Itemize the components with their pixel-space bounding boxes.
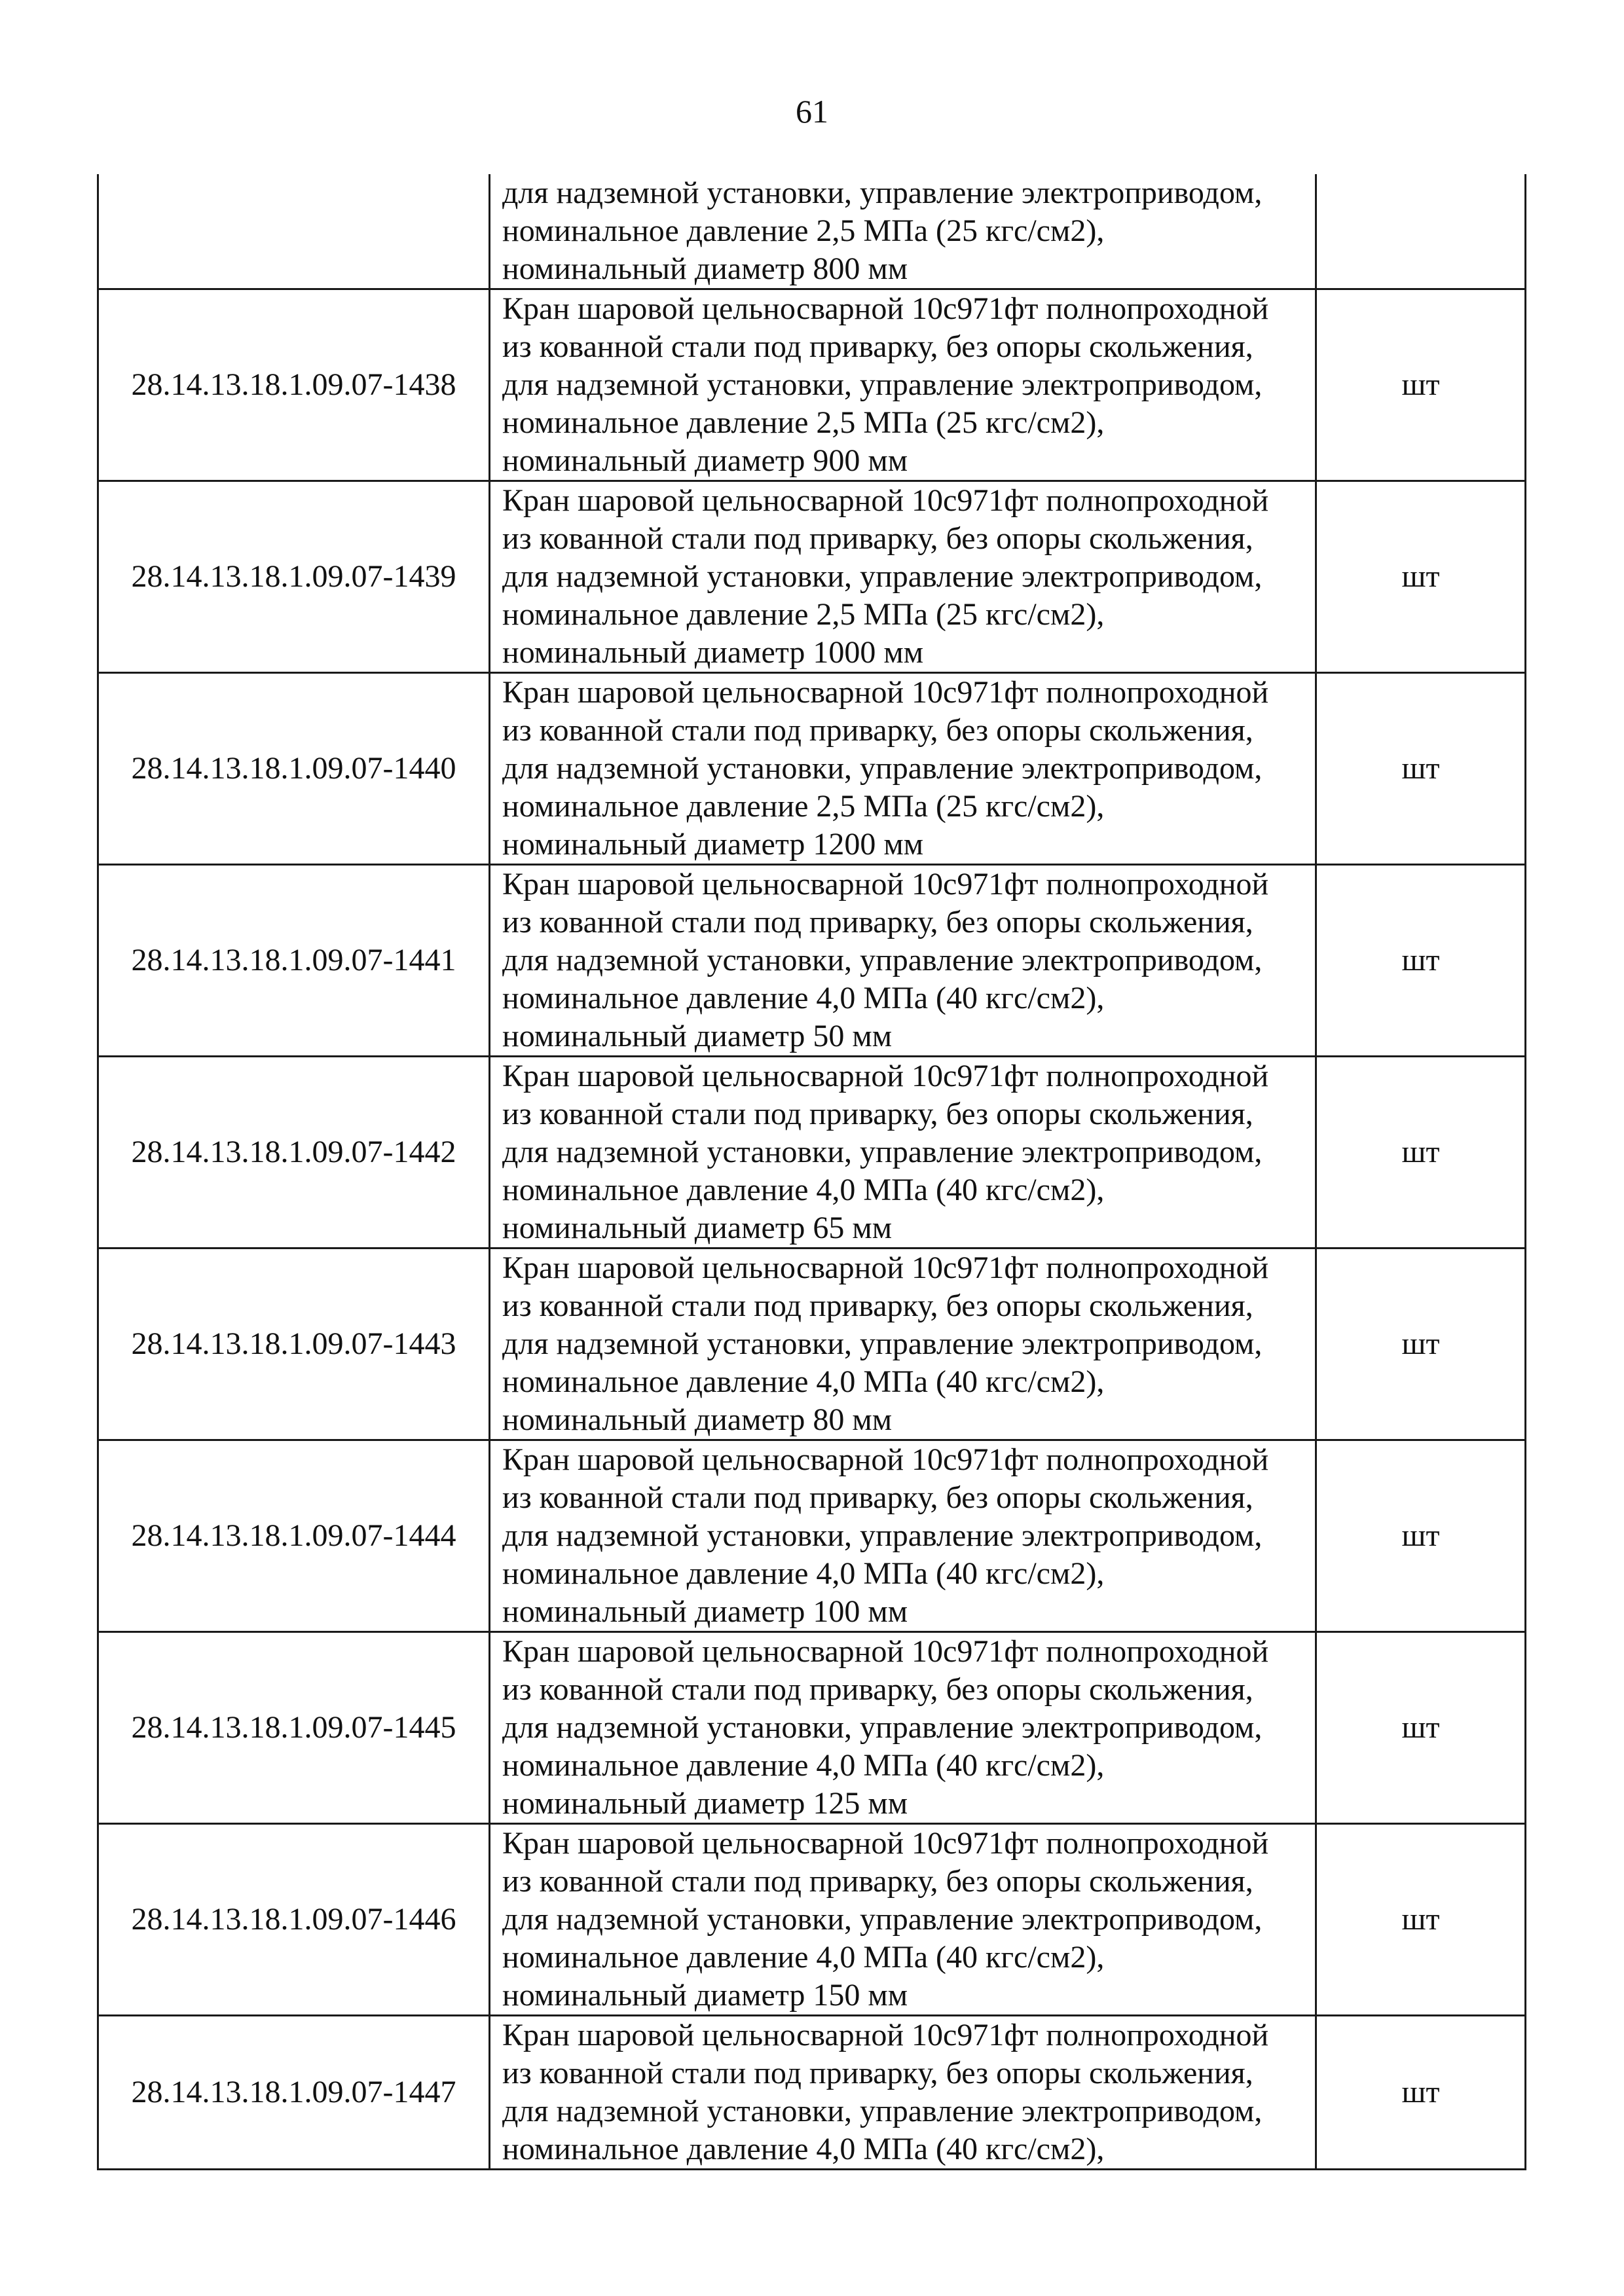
description-line: для надземной установки, управление электроприводом, xyxy=(502,1902,1263,1937)
description-line: для надземной установки, управление электроприводом, xyxy=(502,1135,1263,1169)
description-line: для надземной установки, управление электроприводом, xyxy=(502,2094,1263,2128)
description-line: номинальный диаметр 125 мм xyxy=(502,1786,908,1821)
description-line: Кран шаровой цельносварной 10с971фт полнопроходной xyxy=(502,1634,1269,1669)
table-row xyxy=(98,289,1526,481)
description-line: номинальное давление 4,0 МПа (40 кгс/см2), xyxy=(502,2132,1105,2166)
description-line: Кран шаровой цельносварной 10с971фт полнопроходной xyxy=(502,1059,1269,1093)
description-line: номинальное давление 2,5 МПа (25 кгс/см2), xyxy=(502,789,1105,824)
description-line: номинальный диаметр 80 мм xyxy=(502,1402,893,1437)
description-line: Кран шаровой цельносварной 10с971фт полнопроходной xyxy=(502,2018,1269,2052)
description-line: номинальное давление 2,5 МПа (25 кгс/см2), xyxy=(502,213,1105,248)
unit-cell: шт xyxy=(1316,1057,1526,1248)
description-line: из кованной стали под приварку, без опоры скольжения, xyxy=(502,2056,1253,2090)
description-line: из кованной стали под приварку, без опоры скольжения, xyxy=(502,1480,1253,1515)
description-line: Кран шаровой цельносварной 10с971фт полнопроходной xyxy=(502,1442,1269,1477)
unit-cell xyxy=(1316,174,1526,289)
page-number: 61 xyxy=(796,93,828,130)
code-cell: 28.14.13.18.1.09.07-1441 xyxy=(98,865,490,1057)
description-line: Кран шаровой цельносварной 10с971фт полнопроходной xyxy=(502,291,1269,326)
unit-cell: шт xyxy=(1316,1632,1526,1824)
description-line: Кран шаровой цельносварной 10с971фт полнопроходной xyxy=(502,1250,1269,1285)
description-line: для надземной установки, управление электроприводом, xyxy=(502,1710,1263,1745)
description-line: из кованной стали под приварку, без опоры скольжения, xyxy=(502,1864,1253,1899)
description-line: Кран шаровой цельносварной 10с971фт полнопроходной xyxy=(502,1826,1269,1861)
description-line: из кованной стали под приварку, без опоры скольжения, xyxy=(502,521,1253,556)
unit-cell: шт xyxy=(1316,1248,1526,1440)
table-row xyxy=(98,2016,1526,2170)
table-row-continuation xyxy=(98,174,1526,289)
description-cell xyxy=(490,1248,1316,1440)
description-line: из кованной стали под приварку, без опоры скольжения, xyxy=(502,1097,1253,1131)
description-cell xyxy=(490,865,1316,1057)
code-cell xyxy=(98,174,490,289)
table-row xyxy=(98,1248,1526,1440)
description-line: для надземной установки, управление электроприводом, xyxy=(502,367,1263,402)
unit-cell: шт xyxy=(1316,481,1526,673)
code-cell: 28.14.13.18.1.09.07-1439 xyxy=(98,481,490,673)
table-row xyxy=(98,1824,1526,2016)
description-line: Кран шаровой цельносварной 10с971фт полнопроходной xyxy=(502,675,1269,710)
unit-cell: шт xyxy=(1316,2016,1526,2170)
table-row xyxy=(98,1632,1526,1824)
description-line: номинальный диаметр 100 мм xyxy=(502,1594,908,1629)
description-cell xyxy=(490,1632,1316,1824)
description-line: для надземной установки, управление электроприводом, xyxy=(502,943,1263,977)
table-row xyxy=(98,673,1526,865)
table-body xyxy=(98,174,1526,2170)
table-row xyxy=(98,481,1526,673)
unit-cell: шт xyxy=(1316,289,1526,481)
code-cell: 28.14.13.18.1.09.07-1440 xyxy=(98,673,490,865)
description-line: номинальное давление 4,0 МПа (40 кгс/см2), xyxy=(502,1940,1105,1975)
description-line: номинальное давление 4,0 МПа (40 кгс/см2), xyxy=(502,1173,1105,1207)
description-line: номинальный диаметр 800 мм xyxy=(502,251,908,286)
description-line: из кованной стали под приварку, без опоры скольжения, xyxy=(502,329,1253,364)
price-table xyxy=(97,174,1526,2170)
description-line: номинальный диаметр 1200 мм xyxy=(502,827,924,862)
description-line: номинальное давление 4,0 МПа (40 кгс/см2), xyxy=(502,1748,1105,1783)
description-cell xyxy=(490,1824,1316,2016)
unit-cell: шт xyxy=(1316,1824,1526,2016)
unit-cell: шт xyxy=(1316,673,1526,865)
description-line: номинальное давление 2,5 МПа (25 кгс/см2), xyxy=(502,597,1105,632)
table-row xyxy=(98,1440,1526,1632)
description-cell xyxy=(490,289,1316,481)
description-cell xyxy=(490,2016,1316,2170)
description-line: номинальный диаметр 1000 мм xyxy=(502,635,924,670)
description-cell xyxy=(490,673,1316,865)
description-line: номинальный диаметр 50 мм xyxy=(502,1019,893,1053)
description-line: для надземной установки, управление электроприводом, xyxy=(502,1326,1263,1361)
table-row xyxy=(98,865,1526,1057)
description-line: номинальное давление 4,0 МПа (40 кгс/см2), xyxy=(502,981,1105,1015)
code-cell: 28.14.13.18.1.09.07-1438 xyxy=(98,289,490,481)
description-line: для надземной установки, управление электроприводом, xyxy=(502,175,1263,210)
unit-cell: шт xyxy=(1316,1440,1526,1632)
code-cell: 28.14.13.18.1.09.07-1446 xyxy=(98,1824,490,2016)
description-line: из кованной стали под приварку, без опоры скольжения, xyxy=(502,713,1253,748)
unit-cell: шт xyxy=(1316,865,1526,1057)
description-line: номинальный диаметр 150 мм xyxy=(502,1978,908,2013)
description-cell xyxy=(490,481,1316,673)
description-cell xyxy=(490,174,1316,289)
description-line: из кованной стали под приварку, без опоры скольжения, xyxy=(502,905,1253,939)
description-line: номинальное давление 4,0 МПа (40 кгс/см2), xyxy=(502,1556,1105,1591)
code-cell: 28.14.13.18.1.09.07-1442 xyxy=(98,1057,490,1248)
code-cell: 28.14.13.18.1.09.07-1447 xyxy=(98,2016,490,2170)
description-line: для надземной установки, управление электроприводом, xyxy=(502,559,1263,594)
description-line: номинальное давление 2,5 МПа (25 кгс/см2), xyxy=(502,405,1105,440)
code-cell: 28.14.13.18.1.09.07-1443 xyxy=(98,1248,490,1440)
description-line: для надземной установки, управление электроприводом, xyxy=(502,751,1263,786)
description-line: Кран шаровой цельносварной 10с971фт полнопроходной xyxy=(502,483,1269,518)
code-cell: 28.14.13.18.1.09.07-1445 xyxy=(98,1632,490,1824)
description-line: номинальный диаметр 65 мм xyxy=(502,1211,893,1245)
description-line: номинальное давление 4,0 МПа (40 кгс/см2), xyxy=(502,1364,1105,1399)
description-cell xyxy=(490,1440,1316,1632)
description-line: из кованной стали под приварку, без опоры скольжения, xyxy=(502,1672,1253,1707)
description-line: номинальный диаметр 900 мм xyxy=(502,443,908,478)
description-line: для надземной установки, управление электроприводом, xyxy=(502,1518,1263,1553)
table-row xyxy=(98,1057,1526,1248)
description-cell xyxy=(490,1057,1316,1248)
description-line: Кран шаровой цельносварной 10с971фт полнопроходной xyxy=(502,867,1269,902)
code-cell: 28.14.13.18.1.09.07-1444 xyxy=(98,1440,490,1632)
description-line: из кованной стали под приварку, без опоры скольжения, xyxy=(502,1288,1253,1323)
